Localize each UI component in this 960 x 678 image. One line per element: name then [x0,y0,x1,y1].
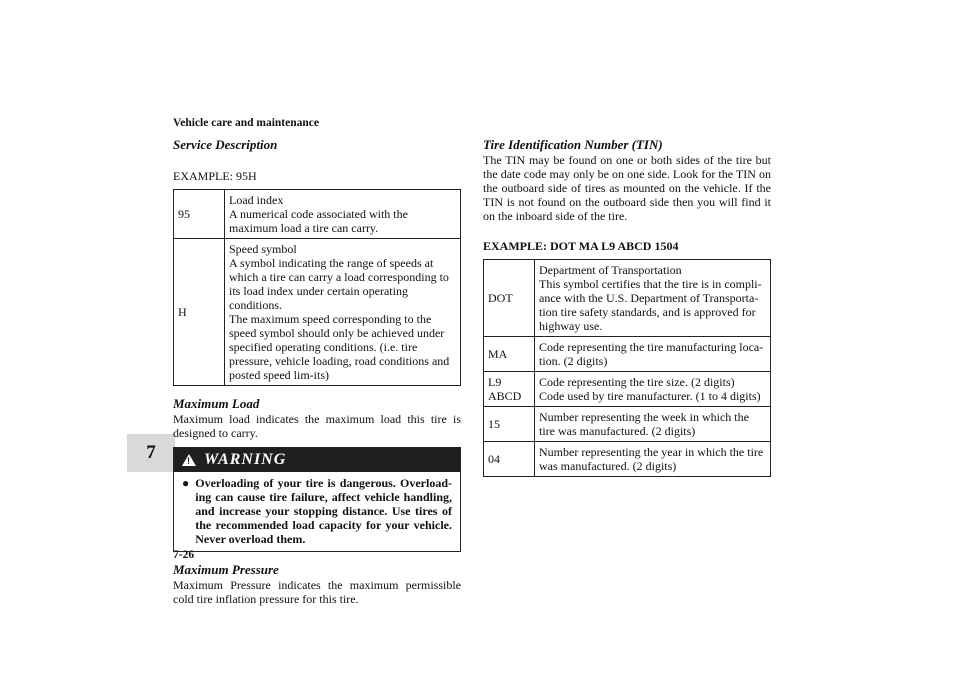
table-key: 04 [484,442,535,477]
table-key: MA [484,337,535,372]
left-column [173,137,461,606]
table-row [484,407,771,442]
service-description-table [173,189,461,386]
maximum-pressure-title: Maximum Pressure [173,562,279,577]
right-column [483,137,771,477]
warning-triangle-icon: ! [182,454,196,466]
table-row [484,337,771,372]
bullet-icon: ● [182,476,190,490]
table-value: Code representing the tire size. (2 digits) Code used by tire manufacturer. (1 to 4 digits) [535,372,771,407]
warning-title: WARNING [204,451,287,468]
tin-table [483,259,771,477]
table-value: Number representing the year in which the tire was manufactured. (2 digits) [535,442,771,477]
warning-body [174,472,460,551]
maximum-load-title: Maximum Load [173,396,260,411]
warning-text: Overloading of your tire is dangerous. Overload-ing can cause tire failure, affect vehicle handling, and increase your stopping distance. Use tires of the recommended load capacity for your vehicle. Never overload them. [195,476,452,546]
service-description-example: EXAMPLE: 95H [173,169,257,183]
warning-box [173,447,461,552]
table-value: Number representing the week in which the tire was manufactured. (2 digits) [535,407,771,442]
table-key: 95 [174,190,225,239]
table-row [484,442,771,477]
table-value: Code representing the tire manufacturing loca-tion. (2 digits) [535,337,771,372]
tin-text: The TIN may be found on one or both sides of the tire but the date code may only be on one side. Look for the TIN on the outboard side of tires as mounted on the vehicle. If the TIN is not found on the outboard side then you will find it on the inboard side of the tire. [483,153,771,223]
tin-example: EXAMPLE: DOT MA L9 ABCD 1504 [483,239,679,253]
table-key: 15 [484,407,535,442]
warning-header [174,448,460,472]
table-value: Department of Transportation This symbol certifies that the tire is in compli-ance with the U.S. Department of Transporta-tion tire safety standards, and is approved for highway use. [535,260,771,337]
table-value: Load index A numerical code associated with the maximum load a tire can carry. [225,190,461,239]
table-row [484,372,771,407]
chapter-tab: 7 [127,434,175,472]
tin-title: Tire Identification Number (TIN) [483,137,663,152]
page-header: Vehicle care and maintenance [173,117,319,129]
table-value: Speed symbol A symbol indicating the range of speeds at which a tire can carry a load corresponding to its load index under certain operating conditions. The maximum speed corresponding to the speed symbol should only be achieved under specified operating conditions. (i.e. tire pressure, vehicle loading, road conditions and posted speed lim-its) [225,239,461,386]
page-number: 7-26 [173,549,195,561]
table-key: H [174,239,225,386]
table-row [484,260,771,337]
table-row [174,190,461,239]
table-key: DOT [484,260,535,337]
maximum-pressure-text: Maximum Pressure indicates the maximum permissible cold tire inflation pressure for this tire. [173,578,461,606]
table-key: L9 ABCD [484,372,535,407]
maximum-load-text: Maximum load indicates the maximum load this tire is designed to carry. [173,412,461,440]
service-description-title: Service Description [173,137,278,152]
table-row [174,239,461,386]
